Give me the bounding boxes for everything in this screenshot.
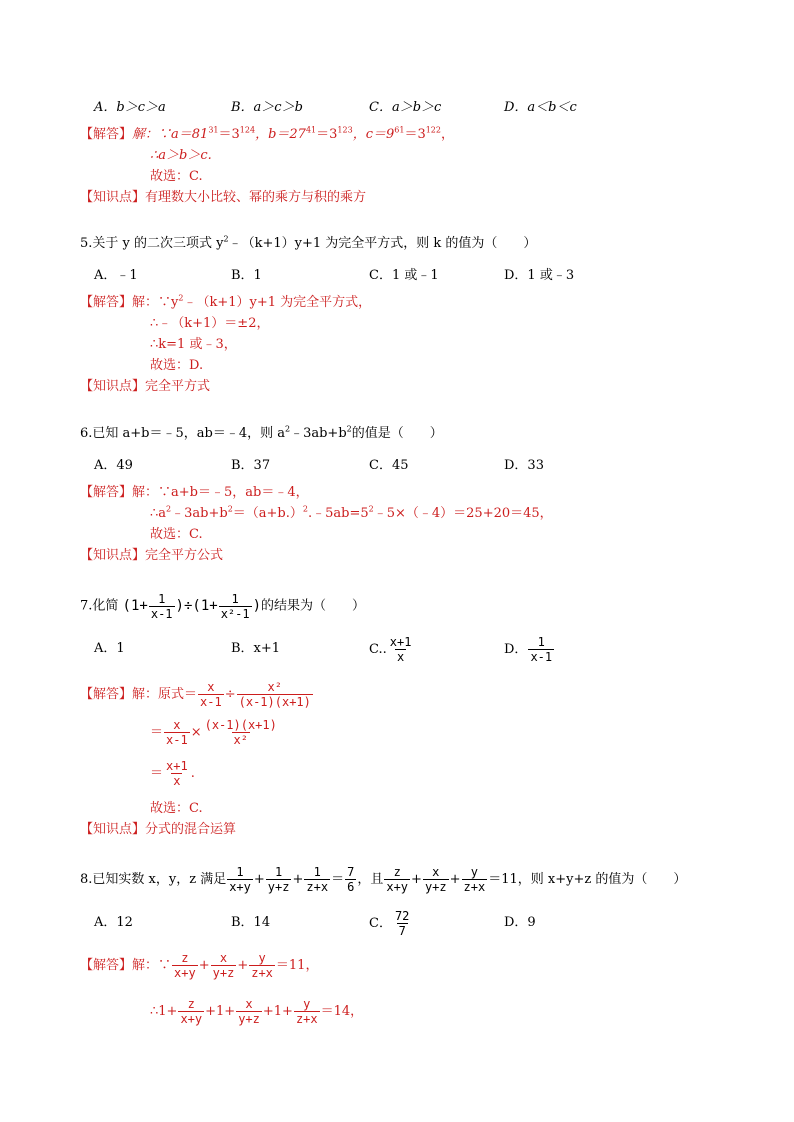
q6-stem: 6.已知 a+b＝﹣5，ab＝﹣4，则 $a^2﹣3ab+b^2$的值是（ ） [80, 424, 443, 441]
q7-option-b: B．x+1 [231, 641, 281, 656]
q5-option-a: A．﹣1 [94, 268, 138, 283]
q7-answer-line-4: 故选：C. [150, 801, 203, 816]
answer-tag: 【解答】 [80, 127, 133, 142]
answer-tag: 【解答】 [80, 687, 133, 702]
q8-option-a: A．12 [94, 915, 133, 930]
q5-knowledge-point: 【知识点】完全平方式 [80, 379, 211, 394]
q4-answer-line-3: 故选：C. [150, 169, 203, 184]
q5-answer-line-4: 故选：D. [150, 358, 204, 373]
q6-answer-line-1: 【解答】解：∵a+b＝﹣5，ab＝﹣4， [80, 485, 309, 500]
q6-option-b: B．37 [231, 458, 271, 473]
q5-option-d: D．1 或﹣3 [504, 268, 575, 283]
answer-tag: 【解答】 [80, 295, 133, 310]
q7-stem: 7.化简 (1+ $\frac{1}{x-1}$ )÷(1+ $\frac{1}{\text{x²-1}}$ )的结果为（ ） [80, 591, 366, 621]
q7-answer-line-3: ＝ $\frac{x+1}{x}$ . [150, 759, 195, 788]
q4-option-d: D．a＜b＜c [504, 100, 577, 115]
q6-option-a: A．49 [94, 458, 133, 473]
q8-answer-line-1: 【解答】解：∵ $\frac{z}{x+y}$ + $\frac{x}{y+z}$ + $\frac{y}{z+x}$ ＝11， [80, 951, 319, 980]
knowledge-tag: 【知识点】 [80, 379, 146, 394]
q4-option-b: B．a＞c＞b [231, 100, 303, 115]
q8-answer-line-2: ∴1+ $\frac{z}{x+y}$ +1+ $\frac{x}{y+z}$ +1+ $\frac{y}{z+x}$ ＝14， [150, 997, 364, 1026]
q5-option-b: B．1 [231, 268, 262, 283]
knowledge-tag: 【知识点】 [80, 548, 146, 563]
q7-option-a: A．1 [94, 641, 125, 656]
q7-answer-line-1: 【解答】解：原式＝ $\frac{x}{x-1}$ ÷ $\frac{\text{x²}}{(x-1)(x+1)}$ [80, 680, 311, 709]
q7-option-c: C.. $\frac{x+1}{x}$ [369, 635, 412, 664]
q7-fraction-2: $\frac{1}{\text{x²-1}}$ [220, 591, 250, 621]
q5-answer-line-2: ∴﹣（k+1）＝±2， [150, 316, 270, 331]
answer-tag: 【解答】 [80, 958, 133, 973]
q5-stem: 5.关于 y 的二次三项式 $y^2﹣(k+1)y+1$ 为完全平方式，则 k 的值为（ ） [80, 234, 537, 251]
q8-stem: 8.已知实数 x，y，z 满足 $\frac{1}{x+y}$ + $\frac{1}{y+z}$ + $\frac{1}{z+x}$ ＝ $\frac{7}{6}$ ，且 $\frac{z}{x+y}$ + $\frac{x}{y+z}$ + $\frac{y}{z+x}$ ＝11，则 x+y+z 的值为（ ） [80, 865, 687, 894]
q6-option-c: C．45 [369, 458, 409, 473]
q4-knowledge-point: 【知识点】有理数大小比较、幂的乘方与积的乘方 [80, 190, 367, 205]
q4-answer-line-1: 【解答】解：$\because a=81^{31}=3^{124}$，$b=27^{41}=3^{123}$，$c=9^{61}=3^{122}$， [80, 125, 455, 142]
q6-knowledge-point: 【知识点】完全平方公式 [80, 548, 224, 563]
knowledge-tag: 【知识点】 [80, 190, 146, 205]
q6-answer-line-3: 故选：C. [150, 527, 203, 542]
q5-answer-line-3: ∴k=1 或﹣3， [150, 337, 237, 352]
q8-option-d: D．9 [504, 915, 536, 930]
q7-knowledge-point: 【知识点】分式的混合运算 [80, 822, 237, 837]
q8-option-c: C． $\frac{72}{7}$ [369, 909, 410, 938]
q5-option-c: C．1 或﹣1 [369, 268, 439, 283]
q7-answer-line-2: ＝ $\frac{x}{x-1}$ × $\frac{(x-1)(x+1)}{\text{x²}}$ [150, 718, 277, 747]
answer-tag: 【解答】 [80, 485, 133, 500]
q8-option-b: B．14 [231, 915, 271, 930]
q5-answer-line-1: 【解答】解：$\because y^2﹣(k+1)y+1$ 为完全平方式， [80, 293, 372, 310]
knowledge-tag: 【知识点】 [80, 822, 146, 837]
q6-option-d: D．33 [504, 458, 544, 473]
q7-fraction-1: $\frac{1}{x-1}$ [150, 591, 173, 621]
q4-answer-line-2: ∴a＞b＞c. [150, 148, 212, 163]
q4-option-a: A．b＞c＞a [94, 100, 166, 115]
q6-answer-line-2: $\therefore a^2﹣3ab+b^2=(a+b.)^2.﹣5ab=5^2﹣5\times(﹣4)=25+20=45$， [150, 504, 553, 521]
q4-option-c: C．a＞b＞c [369, 100, 442, 115]
q7-option-d: D． $\frac{1}{x-1}$ [504, 635, 553, 664]
